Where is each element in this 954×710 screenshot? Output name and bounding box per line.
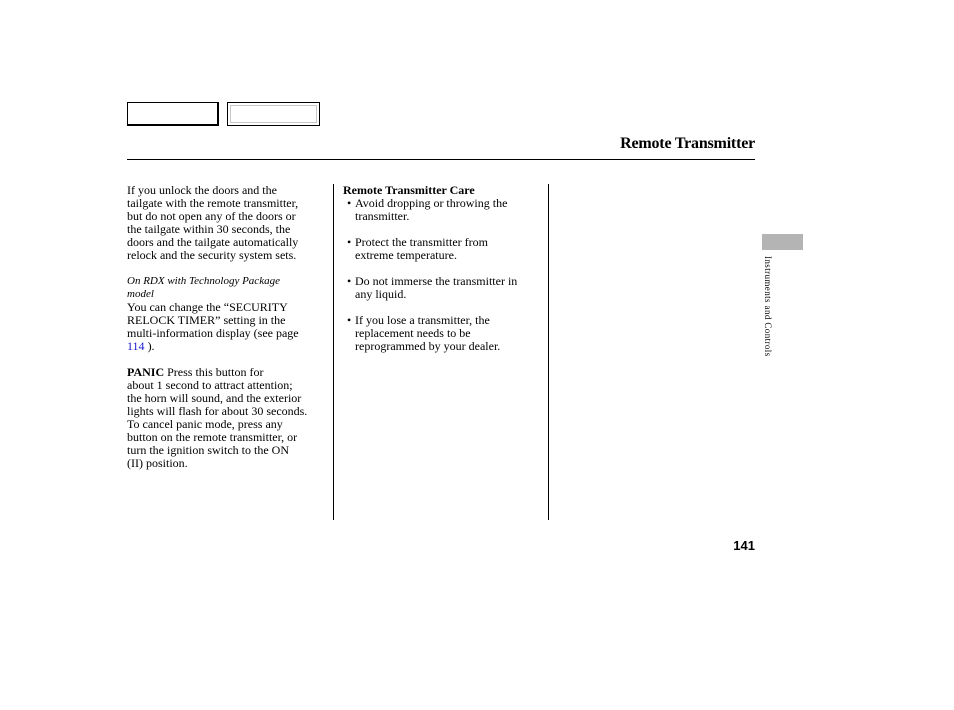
page-114-link[interactable]: 114 — [127, 339, 145, 353]
page-number: 141 — [733, 538, 755, 553]
security-relock-paragraph — [127, 301, 327, 353]
section-label: Instruments and Controls — [763, 256, 773, 357]
model-note: On RDX with Technology Package model — [127, 275, 280, 300]
care-heading: Remote Transmitter Care — [343, 183, 475, 197]
panic-paragraph — [127, 366, 327, 470]
column-divider-2 — [548, 184, 549, 520]
list-item-text: If you lose a transmitter, the replacement needs to be reprogrammed by your dealer. — [355, 313, 501, 353]
bullet-icon: • — [347, 235, 352, 249]
panic-description: Press this button for about 1 second to attract attention; the horn will sound, and the exterior lights will flash for about 30 seconds. To cancel panic mode, press any button on the remote transmitter, or turn the ignition switch to the ON (II) position. — [127, 365, 308, 470]
section-tab[interactable] — [762, 234, 803, 250]
list-item-text: Avoid dropping or throwing the transmitter. — [355, 196, 508, 223]
security-relock-text: You can change the “SECURITY RELOCK TIMER” setting in the multi-information display (see page — [127, 300, 299, 340]
security-relock-text-end: ). — [144, 339, 155, 353]
care-list — [343, 197, 543, 353]
list-item — [343, 197, 543, 223]
list-item — [343, 275, 543, 301]
column-divider-1 — [333, 184, 334, 520]
list-item — [343, 236, 543, 262]
list-item — [343, 314, 543, 353]
page-title: Remote Transmitter — [620, 135, 755, 152]
bullet-icon: • — [347, 274, 352, 288]
list-item-text: Protect the transmitter from extreme temperature. — [355, 235, 488, 262]
list-item-text: Do not immerse the transmitter in any liquid. — [355, 274, 518, 301]
left-column — [127, 184, 327, 470]
main-menu-button[interactable] — [127, 102, 219, 126]
bullet-icon: • — [347, 313, 352, 327]
panic-label: PANIC — [127, 365, 165, 379]
title-divider — [127, 159, 755, 160]
index-button[interactable] — [227, 102, 320, 126]
relock-paragraph: If you unlock the doors and the tailgate with the remote transmitter, but do not open any of the doors or the tailgate within 30 seconds, the doors and the tailgate automatically relock and the security system sets. — [127, 183, 299, 262]
bullet-icon: • — [347, 196, 352, 210]
middle-column — [343, 184, 543, 366]
